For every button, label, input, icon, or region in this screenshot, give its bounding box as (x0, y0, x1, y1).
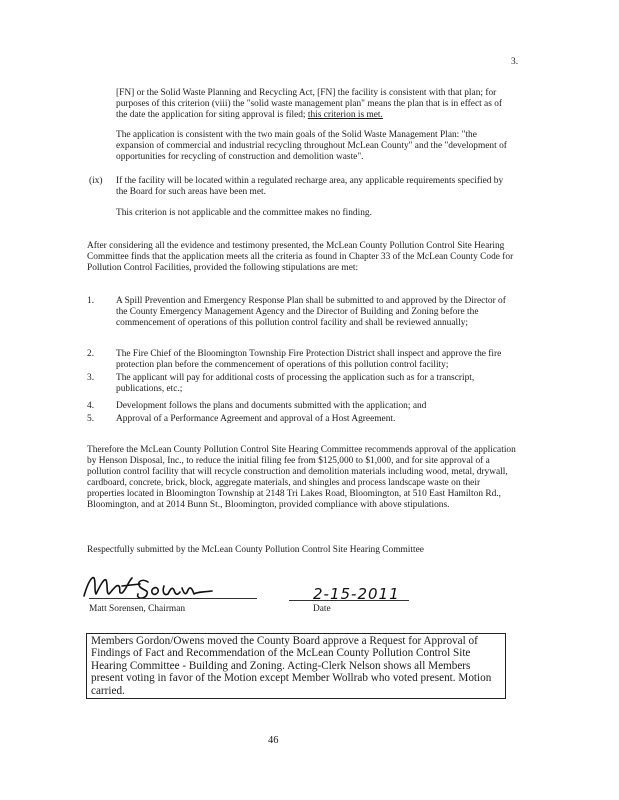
criterion-ix-finding: This criterion is not applicable and the committee makes no finding. (116, 208, 372, 218)
list-item-number: 5. (87, 414, 95, 424)
signature-name-line (89, 598, 257, 599)
intro-fragment-tail: this criterion is met. (307, 109, 383, 120)
list-item-text: Development follows the plans and documents submitted with the application; and (116, 401, 427, 411)
motion-box: Members Gordon/Owens moved the County Board approve a Request for Approval of Findings of Fact and Recommendation of the McLean County Pollution Control Site Hearing Committee - Building and Zoning. Acting-Clerk Nelson shows all Members present voting in favor of the Motion except Member Wollrab who voted present. Motion carried. (86, 633, 506, 699)
list-item-text: A Spill Prevention and Emergency Response Plan shall be submitted to and approved by the Director of the County Emergency Management Agency and the Director of Building and Zoning before the commencement of operations of this pollution control facility and shall be reviewed annually; (116, 296, 506, 328)
signature-date-caption: Date (313, 604, 331, 614)
signature-handwritten-name (78, 568, 84, 569)
signature-date-line (289, 600, 409, 601)
list-item-number: 2. (87, 349, 95, 359)
list-item-text: The Fire Chief of the Bloomington Township Fire Protection District shall inspect and approve the fire protection plan before the commencement of operations of this pollution control facility; (116, 349, 502, 370)
signature-name-caption: Matt Sorensen, Chairman (89, 604, 186, 614)
criterion-ix-label: (ix) (89, 176, 103, 186)
intro-fragment-lead: [FN] or the Solid Waste Planning and Recycling Act, [FN] the facility is consistent with that plan; for purposes of this criterion (viii) the "solid waste management plan" means the plan that is in effect as of the date the application for siting approval is filed; (116, 88, 503, 120)
page-number-top: 3. (511, 57, 519, 67)
footer-page-number: 46 (268, 735, 279, 746)
list-item-text: The applicant will pay for additional costs of processing the application such as for a transcript, publications, etc.; (116, 373, 475, 394)
recommendation-paragraph: Therefore the McLean County Pollution Control Site Hearing Committee recommends approval of the application by Henson Disposal, Inc., to reduce the initial filing fee from $125,000 to $1,000, and for site approval of a pollution control facility that will recycle construction and demolition materials including wood, metal, drywall, cardboard, concrete, brick, block, aggregate materials, and shingles and process landscape waste on their properties located in Bloomington Township at 2148 Tri Lakes Road, Bloomington, at 510 East Hamilton Rd., Bloomington, and at 2014 Bunn St., Bloomington, provided compliance with above stipulations. (87, 445, 516, 510)
criterion-ix-text: If the facility will be located within a regulated recharge area, any applicable requirements specified by the Board for such areas have been met. (116, 176, 504, 197)
findings-paragraph: After considering all the evidence and testimony presented, the McLean County Pollution Control Site Hearing Committee finds that the application meets all the criteria as found in Chapter 33 of the McLean County Code for Pollution Control Facilities, provided the following stipulations are met: (87, 241, 514, 273)
list-item-text: Approval of a Performance Agreement and approval of a Host Agreement. (116, 414, 396, 424)
list-item-number: 4. (87, 401, 95, 411)
consistency-paragraph: The application is consistent with the two main goals of the Solid Waste Management Plan: "the expansion of commercial and industrial recycling throughout McLean County" and the "development of opportunities for recycling of construction and demolition waste". (116, 130, 507, 162)
intro-fragment (116, 88, 514, 121)
signature-handwritten-date: 2-15-2011 (313, 585, 400, 603)
list-item-number: 1. (87, 296, 95, 306)
submitted-by: Respectfully submitted by the McLean County Pollution Control Site Hearing Committee (87, 545, 424, 555)
list-item-number: 3. (87, 373, 95, 383)
stipulations-list (87, 296, 517, 431)
